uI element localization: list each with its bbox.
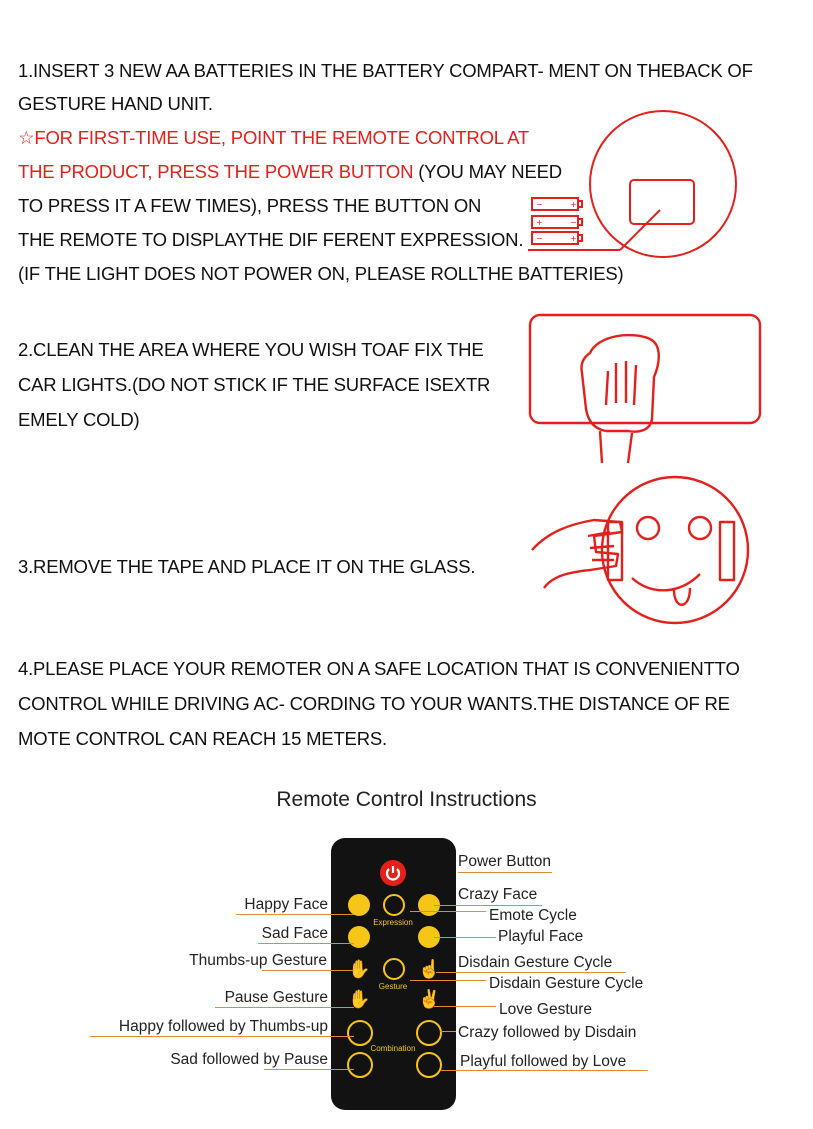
step1-line4-tail: (YOU MAY NEED xyxy=(413,161,562,182)
combination-group-label: Combination xyxy=(370,1044,416,1053)
step2-line1: 2.CLEAN THE AREA WHERE YOU WISH TOAF FIX THE xyxy=(18,339,484,360)
leader-playful xyxy=(434,937,496,938)
sad-pause-combo-button[interactable] xyxy=(347,1052,373,1078)
expression-group-label: Expression xyxy=(373,918,413,927)
step1-power-hint: THE PRODUCT, PRESS THE POWER BUTTON xyxy=(18,161,414,182)
thumbs-up-button[interactable]: ✋ xyxy=(348,959,371,979)
happy-face-button[interactable] xyxy=(348,894,370,916)
step1-line4 xyxy=(18,161,562,183)
power-button[interactable] xyxy=(380,860,406,886)
svg-text:+: + xyxy=(570,234,577,243)
cleaning-hand-illustration xyxy=(528,313,762,465)
crazy-disdain-combo-button[interactable] xyxy=(416,1020,442,1046)
label-happy-face: Happy Face xyxy=(244,896,328,913)
leader-emote xyxy=(410,911,486,912)
svg-text:−: − xyxy=(536,200,543,209)
disdain-gesture-button[interactable]: ☝ xyxy=(418,959,441,979)
battery-remote-illustration xyxy=(528,108,768,268)
leader-pause xyxy=(215,1007,354,1008)
pause-gesture-button[interactable]: ✋ xyxy=(348,989,371,1009)
step4-line2: CONTROL WHILE DRIVING AC- CORDING TO YOUR WANTS.THE DISTANCE OF RE xyxy=(18,693,730,714)
step4-line1: 4.PLEASE PLACE YOUR REMOTER ON A SAFE LOCATION THAT IS CONVENIENTTO xyxy=(18,658,740,679)
label-happy-thumbs: Happy followed by Thumbs-up xyxy=(118,1018,328,1035)
leader-power xyxy=(458,872,552,873)
step1-line7: (IF THE LIGHT DOES NOT POWER ON, PLEASE ROLLTHE BATTERIES) xyxy=(18,263,624,284)
leader-disdain-1 xyxy=(436,972,626,973)
step1-line5: TO PRESS IT A FEW TIMES), PRESS THE BUTTON ON xyxy=(18,195,482,216)
leader-crazy-disdain xyxy=(440,1031,456,1032)
leader-sad-pause xyxy=(264,1069,354,1070)
svg-text:+: + xyxy=(536,218,543,227)
tape-on-glass-illustration xyxy=(530,470,752,632)
power-icon xyxy=(380,860,406,886)
label-playful-face: Playful Face xyxy=(498,928,584,945)
leader-thumbs xyxy=(262,970,354,971)
leader-crazy xyxy=(434,905,542,906)
step4-line3: MOTE CONTROL CAN REACH 15 METERS. xyxy=(18,728,387,749)
label-pause-gesture: Pause Gesture xyxy=(224,989,328,1006)
leader-sad xyxy=(258,943,354,944)
label-sad-pause: Sad followed by Pause xyxy=(170,1051,328,1068)
gesture-group-label: Gesture xyxy=(378,982,408,991)
leader-playful-love xyxy=(440,1070,648,1071)
leader-disdain-2 xyxy=(410,980,486,981)
playful-love-combo-button[interactable] xyxy=(416,1052,442,1078)
step2-line3: EMELY COLD) xyxy=(18,409,140,430)
sad-face-button[interactable] xyxy=(348,926,370,948)
label-emote-cycle: Emote Cycle xyxy=(489,907,577,924)
step1-line2: GESTURE HAND UNIT. xyxy=(18,93,213,114)
step1-line1: 1.INSERT 3 NEW AA BATTERIES IN THE BATTERY COMPART- MENT ON THEBACK OF xyxy=(18,60,753,81)
disdain-cycle-button[interactable] xyxy=(383,958,405,980)
step1-line6: THE REMOTE TO DISPLAYTHE DIF FERENT EXPRESSION. xyxy=(18,229,524,250)
step2-line2: CAR LIGHTS.(DO NOT STICK IF THE SURFACE ISEXTR xyxy=(18,374,491,395)
label-crazy-face: Crazy Face xyxy=(458,886,538,903)
leader-happy xyxy=(236,914,354,915)
label-crazy-disdain: Crazy followed by Disdain xyxy=(458,1024,637,1041)
leader-happy-thumbs xyxy=(90,1036,354,1037)
label-love-gesture: Love Gesture xyxy=(499,1001,593,1018)
label-power-button: Power Button xyxy=(458,853,552,870)
label-disdain-cycle-1: Disdain Gesture Cycle xyxy=(458,954,613,971)
remote-section-title: Remote Control Instructions xyxy=(276,788,537,811)
leader-love xyxy=(434,1006,496,1007)
label-sad-face: Sad Face xyxy=(261,925,328,942)
svg-text:−: − xyxy=(570,218,577,227)
label-playful-love: Playful followed by Love xyxy=(460,1053,627,1070)
emote-cycle-button[interactable] xyxy=(383,894,405,916)
label-thumbs-up: Thumbs-up Gesture xyxy=(189,952,327,969)
love-gesture-button[interactable]: ✌ xyxy=(418,989,441,1009)
svg-text:+: + xyxy=(570,200,577,209)
step1-first-use-line: ☆FOR FIRST-TIME USE, POINT THE REMOTE CONTROL AT xyxy=(18,127,529,148)
label-disdain-cycle-2: Disdain Gesture Cycle xyxy=(489,975,644,992)
svg-text:−: − xyxy=(536,234,543,243)
step3-line1: 3.REMOVE THE TAPE AND PLACE IT ON THE GLASS. xyxy=(18,556,476,577)
happy-thumbs-combo-button[interactable] xyxy=(347,1020,373,1046)
